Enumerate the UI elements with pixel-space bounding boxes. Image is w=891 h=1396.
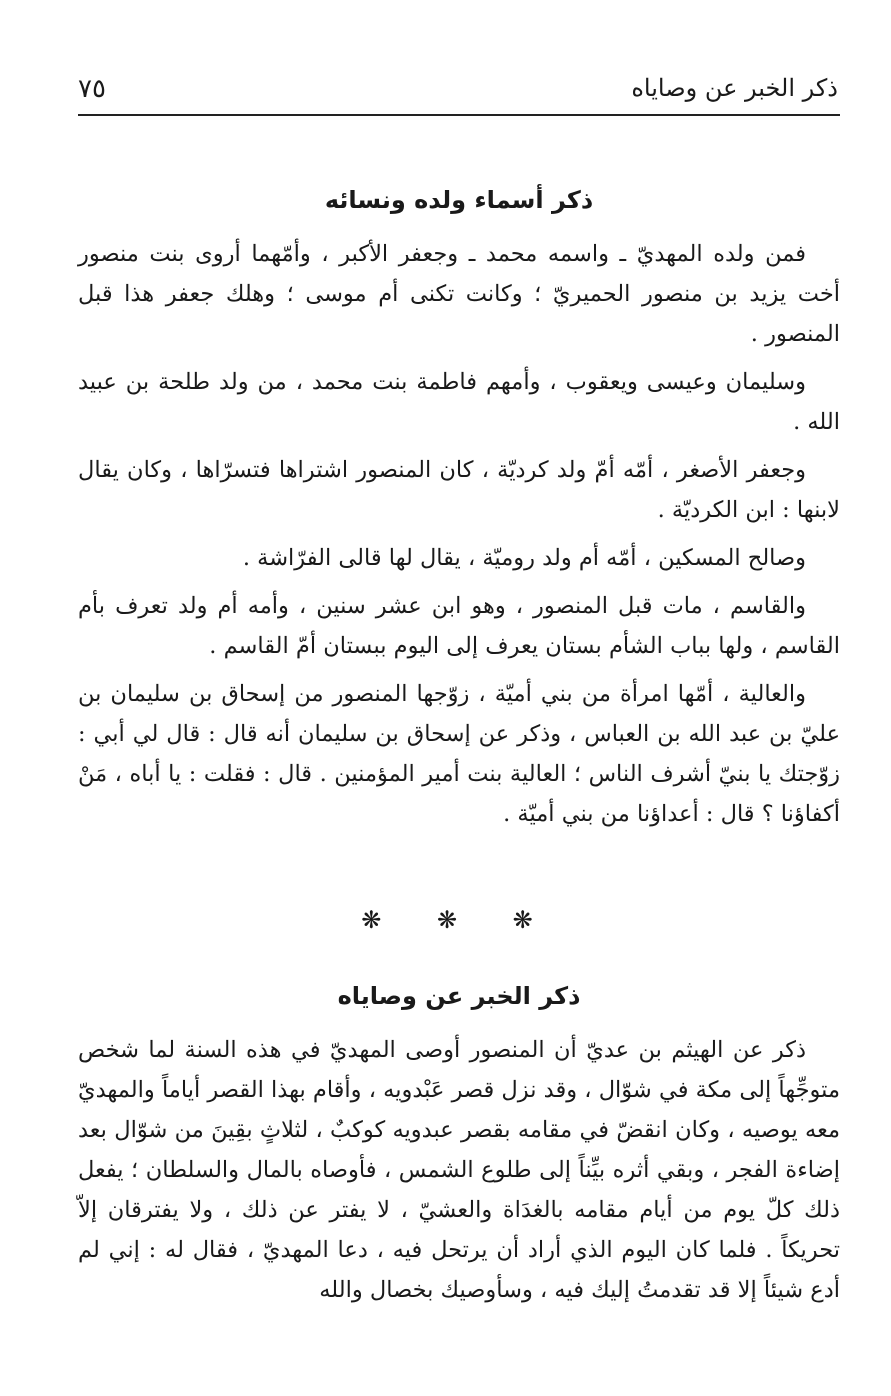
paragraph: والقاسم ، مات قبل المنصور ، وهو ابن عشر سنين ، وأمه أم ولد تعرف بأم القاسم ، ولها بباب الشأم بستان يعرف إلى اليوم ببستان أمّ القاسم . — [78, 593, 840, 659]
section-names-of-children — [78, 186, 840, 842]
section-his-testaments — [78, 982, 840, 1318]
section-title: ذكر أسماء ولده ونسائه — [324, 186, 594, 214]
paragraph: فمن ولده المهديّ ـ واسمه محمد ـ وجعفر الأكبر ، وأمّهما أروى بنت منصور أخت يزيد بن منصور الحميريّ ؛ وكانت تكنى أم موسى ؛ وهلك جعفر هذا قبل المنصور . — [78, 241, 840, 347]
page-header — [78, 72, 838, 112]
paragraph: وجعفر الأصغر ، أمّه أمّ ولد كرديّة ، كان المنصور اشتراها فتسرّاها ، وكان يقال لابنها : ابن الكرديّة . — [78, 457, 840, 523]
section-title: ذكر الخبر عن وصاياه — [337, 982, 581, 1010]
asterism-divider: ❋ ❋ ❋ — [361, 906, 557, 934]
running-title: ذكر الخبر عن وصاياه — [631, 74, 838, 102]
paragraph: ذكر عن الهيثم بن عديّ أن المنصور أوصى المهديّ في هذه السنة لما شخص متوجِّهاً إلى مكة في شوّال ، وقد نزل قصر عَبْدويه ، وأقام بهذا القصر أياماً والمهديّ معه يوصيه ، وكان انقضّ في مقامه بقصر عبدويه كوكبٌ ، لثلاثٍ بقِينَ من شوّال بعد إضاءة الفجر ، وبقي أثره بيِّناً إلى طلوع الشمس ، فأوصاه بالمال والسلطان ؛ يفعل ذلك كلّ يوم من أيام مقامه بالغدَاة والعشيّ ، لا يفتر عن ذلك ، ولا يفترقان إلاّ تحريكاً . فلما كان اليوم الذي أراد أن يرتحل فيه ، دعا المهديّ ، فقال له : إني لم أدع شيئاً إلا قد تقدمتُ إليك فيه ، وسأوصيك بخصال والله — [78, 1037, 840, 1303]
paragraph: وسليمان وعيسى ويعقوب ، وأمهم فاطمة بنت محمد ، من ولد طلحة بن عبيد الله . — [78, 369, 840, 435]
paragraph: وصالح المسكين ، أمّه أم ولد روميّة ، يقال لها قالى الفرّاشة . — [242, 545, 806, 571]
header-rule — [78, 114, 840, 116]
paragraph: والعالية ، أمّها امرأة من بني أميّة ، زوّجها المنصور من إسحاق بن سليمان بن عليّ بن عبد الله بن العباس ، وذكر عن إسحاق بن سليمان أنه قال : قال لي أبي : زوّجتك يا بنيّ أشرف الناس ؛ العالية بنت أمير المؤمنين . قال : فقلت : يا أباه ، مَنْ أكفاؤنا ؟ قال : أعداؤنا من بني أميّة . — [78, 681, 840, 827]
page-number: ٧٥ — [78, 74, 106, 104]
